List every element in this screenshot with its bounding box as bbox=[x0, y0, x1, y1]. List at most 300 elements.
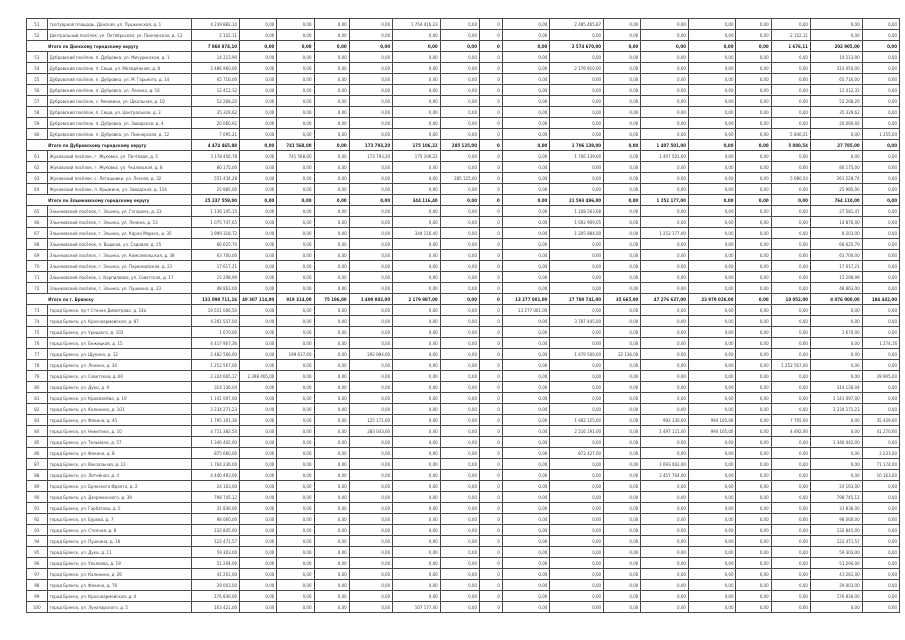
value-cell: 1 754 416,23 bbox=[393, 19, 441, 30]
table-row bbox=[27, 184, 900, 195]
value-cell: 0,00 bbox=[771, 217, 810, 228]
value-cell: 66 625,70 bbox=[192, 239, 240, 250]
value-cell: 0,00 bbox=[502, 118, 550, 129]
value-cell: 0,00 bbox=[314, 52, 349, 63]
value-cell: 0 bbox=[479, 393, 502, 404]
value-cell: 0 bbox=[479, 404, 502, 415]
value-cell: 0,00 bbox=[604, 184, 641, 195]
value-cell: 2 152,11 bbox=[192, 30, 240, 41]
value-cell: 0,00 bbox=[240, 415, 277, 426]
value-cell: 1 274,16 bbox=[862, 338, 899, 349]
table-row bbox=[27, 74, 900, 85]
value-cell: 0,00 bbox=[736, 404, 771, 415]
row-number-cell: 68 bbox=[27, 239, 48, 250]
row-number-cell: 96 bbox=[27, 558, 48, 569]
value-cell: 0,00 bbox=[550, 96, 604, 107]
value-cell: 0,00 bbox=[736, 140, 771, 151]
value-cell: 24 163,00 bbox=[810, 481, 862, 492]
value-cell: 0,00 bbox=[604, 360, 641, 371]
value-cell: 0,00 bbox=[349, 525, 392, 536]
value-cell: 0,00 bbox=[736, 217, 771, 228]
value-cell: 2 482 566,00 bbox=[192, 349, 240, 360]
value-cell: 0,00 bbox=[440, 74, 479, 85]
value-cell: 0,00 bbox=[688, 492, 736, 503]
value-cell: 0,00 bbox=[277, 129, 314, 140]
value-cell: 0,00 bbox=[502, 569, 550, 580]
value-cell: 0,00 bbox=[277, 492, 314, 503]
value-cell: 0,00 bbox=[502, 426, 550, 437]
value-cell: 0,00 bbox=[771, 349, 810, 360]
value-cell: 0,00 bbox=[736, 151, 771, 162]
value-cell: 202 905,00 bbox=[810, 41, 862, 52]
value-cell: 0,00 bbox=[736, 261, 771, 272]
value-cell: 0,00 bbox=[314, 228, 349, 239]
value-cell: 0,00 bbox=[277, 580, 314, 591]
value-cell: 0,00 bbox=[641, 404, 689, 415]
value-cell: 0,00 bbox=[393, 426, 441, 437]
value-cell: 0,00 bbox=[810, 151, 862, 162]
table-row bbox=[27, 327, 900, 338]
value-cell: 10 052,00 bbox=[771, 294, 810, 305]
value-cell: 0,00 bbox=[502, 514, 550, 525]
value-cell: 0,00 bbox=[393, 481, 441, 492]
value-cell: 0,00 bbox=[604, 129, 641, 140]
value-cell: 0,00 bbox=[349, 63, 392, 74]
table-row bbox=[27, 492, 900, 503]
value-cell: 0,00 bbox=[604, 404, 641, 415]
value-cell: 0 bbox=[479, 470, 502, 481]
value-cell: 994 105,00 bbox=[688, 415, 736, 426]
value-cell: 0,00 bbox=[771, 602, 810, 613]
value-cell: 0,00 bbox=[688, 525, 736, 536]
value-cell: 0,00 bbox=[641, 536, 689, 547]
value-cell: 0 bbox=[479, 602, 502, 613]
value-cell: 0,00 bbox=[502, 547, 550, 558]
value-cell: 0,00 bbox=[604, 426, 641, 437]
value-cell: 285 125,00 bbox=[440, 140, 479, 151]
value-cell: 1 479 500,00 bbox=[550, 349, 604, 360]
row-number-cell: 76 bbox=[27, 338, 48, 349]
value-cell: 0,00 bbox=[440, 536, 479, 547]
value-cell: 0,00 bbox=[240, 393, 277, 404]
value-cell: 0,00 bbox=[810, 338, 862, 349]
row-number-cell: 84 bbox=[27, 426, 48, 437]
value-cell: 0,00 bbox=[550, 272, 604, 283]
address-cell: город Брянск, ул. Калинина, д. 26 bbox=[47, 569, 192, 580]
table-row bbox=[27, 382, 900, 393]
value-cell: 0,00 bbox=[604, 547, 641, 558]
table-row bbox=[27, 547, 900, 558]
value-cell: 0,00 bbox=[393, 184, 441, 195]
value-cell: 15 298,99 bbox=[192, 272, 240, 283]
value-cell: 0,00 bbox=[314, 415, 349, 426]
value-cell: 0,00 bbox=[736, 129, 771, 140]
value-cell: 0,00 bbox=[314, 470, 349, 481]
value-cell: 992 130,00 bbox=[641, 415, 689, 426]
value-cell: 0,00 bbox=[604, 250, 641, 261]
value-cell: 0,00 bbox=[393, 569, 441, 580]
value-cell: 0,00 bbox=[771, 371, 810, 382]
value-cell: 0,00 bbox=[502, 470, 550, 481]
value-cell: 0,00 bbox=[440, 151, 479, 162]
value-cell: 0,00 bbox=[688, 63, 736, 74]
value-cell: 0,00 bbox=[349, 228, 392, 239]
value-cell: 0,00 bbox=[502, 261, 550, 272]
table-row bbox=[27, 316, 900, 327]
value-cell: 0 bbox=[479, 283, 502, 294]
value-cell: 0,00 bbox=[393, 547, 441, 558]
value-cell: 0,00 bbox=[277, 525, 314, 536]
value-cell: 29 003,00 bbox=[810, 580, 862, 591]
value-cell: 0,00 bbox=[862, 360, 899, 371]
address-cell: Дубровский посёлок, п. Дубровка, ул. Пионерская, д. 12 bbox=[47, 129, 192, 140]
value-cell: 0,00 bbox=[862, 19, 899, 30]
value-cell: 0,00 bbox=[736, 239, 771, 250]
value-cell: 0,00 bbox=[736, 580, 771, 591]
value-cell: 0,00 bbox=[771, 437, 810, 448]
value-cell: 0,00 bbox=[736, 107, 771, 118]
value-cell: 0,00 bbox=[349, 250, 392, 261]
value-cell: 0,00 bbox=[440, 52, 479, 63]
value-cell: 1 670,00 bbox=[810, 327, 862, 338]
value-cell: 0,00 bbox=[771, 569, 810, 580]
value-cell: 0,00 bbox=[277, 261, 314, 272]
value-cell: 0,00 bbox=[688, 261, 736, 272]
table-group-row bbox=[27, 140, 900, 151]
value-cell: 0,00 bbox=[440, 41, 479, 52]
value-cell: 176 836,00 bbox=[810, 591, 862, 602]
value-cell: 0,00 bbox=[393, 261, 441, 272]
value-cell: 0,00 bbox=[550, 85, 604, 96]
value-cell: 0,00 bbox=[314, 547, 349, 558]
value-cell: 0,00 bbox=[641, 569, 689, 580]
value-cell: 0,00 bbox=[862, 602, 899, 613]
value-cell: 0,00 bbox=[277, 503, 314, 514]
value-cell: 0,00 bbox=[277, 41, 314, 52]
value-cell: 0,00 bbox=[550, 558, 604, 569]
value-cell: 4 474 465,88 bbox=[192, 140, 240, 151]
value-cell: 0 bbox=[479, 217, 502, 228]
value-cell: 0,00 bbox=[393, 162, 441, 173]
value-cell: 0,00 bbox=[641, 85, 689, 96]
value-cell: 0,00 bbox=[440, 261, 479, 272]
value-cell: 0 bbox=[479, 228, 502, 239]
value-cell: 0,00 bbox=[240, 437, 277, 448]
value-cell: 3 234 271,23 bbox=[810, 404, 862, 415]
value-cell: 0,00 bbox=[314, 140, 349, 151]
address-cell: Жуковский посёлок, п. Крыжино, ул. Заводская, д. 114 bbox=[47, 184, 192, 195]
value-cell: 0,00 bbox=[604, 140, 641, 151]
value-cell: 0,00 bbox=[314, 360, 349, 371]
value-cell: 0,00 bbox=[550, 393, 604, 404]
value-cell: 0,00 bbox=[688, 514, 736, 525]
value-cell: 0,00 bbox=[604, 305, 641, 316]
value-cell: 0,00 bbox=[277, 85, 314, 96]
value-cell: 8 203,00 bbox=[810, 228, 862, 239]
address-cell: город Брянск, ул. Фокина, д. 8 bbox=[47, 448, 192, 459]
value-cell: 0,00 bbox=[604, 602, 641, 613]
value-cell: 0,00 bbox=[502, 371, 550, 382]
value-cell: 0,00 bbox=[604, 272, 641, 283]
address-cell: Дубровский посёлок, п. Дубровка, ул. М. Горького, д. 14 bbox=[47, 74, 192, 85]
value-cell: 0,00 bbox=[641, 316, 689, 327]
row-number-cell: 93 bbox=[27, 525, 48, 536]
value-cell: 0,00 bbox=[771, 250, 810, 261]
value-cell: 0,00 bbox=[736, 470, 771, 481]
value-cell: 1 252 177,00 bbox=[641, 195, 689, 206]
value-cell: 0 bbox=[479, 162, 502, 173]
value-cell: 0,00 bbox=[240, 305, 277, 316]
value-cell: 0 bbox=[479, 206, 502, 217]
value-cell: 0,00 bbox=[277, 96, 314, 107]
value-cell: 0,00 bbox=[736, 19, 771, 30]
value-cell: 0,00 bbox=[862, 437, 899, 448]
row-number-cell: 73 bbox=[27, 305, 48, 316]
value-cell: 175 106,22 bbox=[393, 140, 441, 151]
value-cell: 285 125,00 bbox=[440, 173, 479, 184]
value-cell: 0,00 bbox=[641, 118, 689, 129]
value-cell: 10 163,00 bbox=[862, 470, 899, 481]
value-cell: 0,00 bbox=[736, 349, 771, 360]
value-cell: 0,00 bbox=[688, 250, 736, 261]
value-cell: 0,00 bbox=[771, 580, 810, 591]
value-cell: 798 745,12 bbox=[810, 492, 862, 503]
value-cell: 0,00 bbox=[810, 448, 862, 459]
value-cell: 0,00 bbox=[393, 305, 441, 316]
value-cell: 0,00 bbox=[771, 261, 810, 272]
value-cell: 0,00 bbox=[604, 558, 641, 569]
value-cell: 23 979 026,00 bbox=[688, 294, 736, 305]
value-cell: 0,00 bbox=[314, 173, 349, 184]
value-cell: 1 075 747,65 bbox=[192, 217, 240, 228]
value-cell: 0,00 bbox=[240, 195, 277, 206]
value-cell: 0,00 bbox=[771, 481, 810, 492]
value-cell: 0,00 bbox=[240, 448, 277, 459]
value-cell: 0,00 bbox=[349, 327, 392, 338]
value-cell: 0,00 bbox=[277, 184, 314, 195]
address-cell: город Брянск, ул. Фокина, д. 45 bbox=[47, 415, 192, 426]
value-cell: 0,00 bbox=[641, 338, 689, 349]
value-cell: 0,00 bbox=[314, 492, 349, 503]
value-cell: 0,00 bbox=[771, 85, 810, 96]
address-cell: Злынковский посёлок, с. Карпиловка, ул. Советская, д. 17 bbox=[47, 272, 192, 283]
value-cell: 0,00 bbox=[502, 382, 550, 393]
value-cell: 0,00 bbox=[604, 415, 641, 426]
value-cell: 0,00 bbox=[240, 525, 277, 536]
table-row bbox=[27, 19, 900, 30]
value-cell: 0,00 bbox=[604, 74, 641, 85]
value-cell: 0,00 bbox=[440, 514, 479, 525]
value-cell: 0,00 bbox=[641, 602, 689, 613]
value-cell: 0,00 bbox=[393, 30, 441, 41]
value-cell: 314 136,04 bbox=[810, 382, 862, 393]
value-cell: 0,00 bbox=[641, 19, 689, 30]
address-cell: Злынковский посёлок, п. Вышков, ул. Садовая, д. 15 bbox=[47, 239, 192, 250]
value-cell: 59 303,00 bbox=[810, 547, 862, 558]
value-cell: 0,00 bbox=[240, 492, 277, 503]
address-cell: город Брянск, ул. Дзержинского, д. 39 bbox=[47, 492, 192, 503]
value-cell: 0,00 bbox=[604, 228, 641, 239]
value-cell: 20 060,92 bbox=[810, 118, 862, 129]
value-cell: 0,00 bbox=[736, 272, 771, 283]
address-cell: город Брянск, ул. Горбатова, д. 5 bbox=[47, 503, 192, 514]
row-number-cell bbox=[27, 195, 48, 206]
value-cell: 0,00 bbox=[440, 602, 479, 613]
value-cell: 0,00 bbox=[736, 162, 771, 173]
value-cell: 0,00 bbox=[736, 74, 771, 85]
value-cell: 0,00 bbox=[688, 591, 736, 602]
value-cell: 0 bbox=[479, 140, 502, 151]
value-cell: 0,00 bbox=[277, 404, 314, 415]
row-number-cell bbox=[27, 294, 48, 305]
value-cell: 0,00 bbox=[771, 525, 810, 536]
row-number-cell: 89 bbox=[27, 481, 48, 492]
row-number-cell: 65 bbox=[27, 206, 48, 217]
value-cell: 0,00 bbox=[641, 371, 689, 382]
address-cell: тротуарная площадь, Донская, ул. Пушкинская, д. 1 bbox=[47, 19, 192, 30]
value-cell: 0,00 bbox=[550, 382, 604, 393]
value-cell: 0,00 bbox=[688, 173, 736, 184]
value-cell: 3 178 456,78 bbox=[192, 151, 240, 162]
value-cell: 0,00 bbox=[440, 338, 479, 349]
value-cell: 0,00 bbox=[393, 459, 441, 470]
value-cell: 2 457 764,00 bbox=[641, 470, 689, 481]
value-cell: 0,00 bbox=[641, 261, 689, 272]
value-cell: 0,00 bbox=[349, 217, 392, 228]
value-cell: 0,00 bbox=[314, 206, 349, 217]
value-cell: 0,00 bbox=[277, 547, 314, 558]
value-cell: 0,00 bbox=[604, 492, 641, 503]
row-number-cell: 82 bbox=[27, 404, 48, 415]
value-cell: 0,00 bbox=[314, 184, 349, 195]
value-cell: 0,00 bbox=[550, 569, 604, 580]
address-cell: город Брянск, ул. Крахмалёва, д. 19 bbox=[47, 393, 192, 404]
value-cell: 0,00 bbox=[862, 173, 899, 184]
value-cell: 0,00 bbox=[736, 382, 771, 393]
value-cell: 0,00 bbox=[502, 602, 550, 613]
address-cell: город Брянск, ул. Тельмана, д. 57 bbox=[47, 437, 192, 448]
value-cell: 0,00 bbox=[641, 41, 689, 52]
value-cell: 0,00 bbox=[440, 459, 479, 470]
value-cell: 1 764 236,00 bbox=[192, 459, 240, 470]
row-number-cell: 90 bbox=[27, 492, 48, 503]
value-cell: 0,00 bbox=[349, 107, 392, 118]
table-row bbox=[27, 393, 900, 404]
address-cell: город Брянск, ул. Красноармейская, д. 87 bbox=[47, 316, 192, 327]
value-cell: 0,00 bbox=[810, 19, 862, 30]
row-number-cell: 71 bbox=[27, 272, 48, 283]
value-cell: 0,00 bbox=[277, 338, 314, 349]
value-cell: 13 277 001,00 bbox=[502, 305, 550, 316]
table-row bbox=[27, 481, 900, 492]
address-cell: город Брянск, пр-т Станке Димитрова, д. 14а bbox=[47, 305, 192, 316]
value-cell: 0,00 bbox=[604, 459, 641, 470]
value-cell: 0,00 bbox=[862, 492, 899, 503]
value-cell: 0,00 bbox=[277, 536, 314, 547]
value-cell: 0,00 bbox=[604, 195, 641, 206]
value-cell: 0,00 bbox=[862, 547, 899, 558]
value-cell: 0,00 bbox=[314, 250, 349, 261]
value-cell: 919 314,00 bbox=[277, 294, 314, 305]
value-cell: 0,00 bbox=[862, 140, 899, 151]
table-row bbox=[27, 52, 900, 63]
value-cell: 31 836,00 bbox=[810, 503, 862, 514]
value-cell: 0,00 bbox=[440, 239, 479, 250]
value-cell: 0,00 bbox=[393, 503, 441, 514]
value-cell: 0,00 bbox=[440, 283, 479, 294]
value-cell: 0,00 bbox=[550, 525, 604, 536]
value-cell: 0,00 bbox=[393, 360, 441, 371]
row-number-cell: 66 bbox=[27, 217, 48, 228]
value-cell: 0,00 bbox=[771, 591, 810, 602]
table-row bbox=[27, 437, 900, 448]
value-cell: 0,00 bbox=[641, 63, 689, 74]
row-number-cell: 53 bbox=[27, 52, 48, 63]
value-cell: 0 bbox=[479, 591, 502, 602]
value-cell: 0,00 bbox=[314, 481, 349, 492]
value-cell: 0,00 bbox=[641, 525, 689, 536]
value-cell: 0,00 bbox=[688, 382, 736, 393]
value-cell: 0,00 bbox=[550, 184, 604, 195]
value-cell: 0,00 bbox=[736, 316, 771, 327]
value-cell: 0,00 bbox=[393, 316, 441, 327]
value-cell: 0,00 bbox=[604, 96, 641, 107]
value-cell: 0,00 bbox=[314, 41, 349, 52]
value-cell: 0 bbox=[479, 580, 502, 591]
value-cell: 107 177,00 bbox=[393, 602, 441, 613]
value-cell: 0,00 bbox=[604, 239, 641, 250]
value-cell: 0,00 bbox=[641, 558, 689, 569]
value-cell: 5 080,54 bbox=[771, 173, 810, 184]
value-cell: 0,00 bbox=[862, 228, 899, 239]
value-cell: 0,00 bbox=[771, 206, 810, 217]
value-cell: 0,00 bbox=[440, 349, 479, 360]
value-cell: 0,00 bbox=[349, 404, 392, 415]
value-cell: 0,00 bbox=[393, 107, 441, 118]
value-cell: 0,00 bbox=[736, 492, 771, 503]
value-cell: 0,00 bbox=[862, 261, 899, 272]
address-cell: Дубровский посёлок, п. Сеща, ул. Молодёжная, д. 8 bbox=[47, 63, 192, 74]
address-cell: город Брянск, ул. Никитина, д. 10 bbox=[47, 426, 192, 437]
value-cell: 0 bbox=[479, 503, 502, 514]
value-cell: 0,00 bbox=[502, 580, 550, 591]
value-cell: 0 bbox=[479, 30, 502, 41]
table-row bbox=[27, 569, 900, 580]
value-cell: 0,00 bbox=[641, 30, 689, 41]
value-cell: 0,00 bbox=[393, 580, 441, 591]
value-cell: 0,00 bbox=[862, 217, 899, 228]
value-cell: 1 252 177,00 bbox=[641, 228, 689, 239]
row-number-cell: 100 bbox=[27, 602, 48, 613]
value-cell: 4 261 557,00 bbox=[192, 316, 240, 327]
value-cell: 0,00 bbox=[550, 52, 604, 63]
value-cell: 0,00 bbox=[277, 272, 314, 283]
value-cell: 0,00 bbox=[440, 228, 479, 239]
value-cell: 0,00 bbox=[502, 591, 550, 602]
value-cell: 0,00 bbox=[440, 316, 479, 327]
address-cell: город Брянск, ул. Ленина, д. 34 bbox=[47, 360, 192, 371]
table-row bbox=[27, 349, 900, 360]
value-cell: 0,00 bbox=[641, 283, 689, 294]
value-cell: 0 bbox=[479, 536, 502, 547]
address-cell: город Брянск, ул. Ульянова, д. 19 bbox=[47, 558, 192, 569]
value-cell: 0,00 bbox=[604, 371, 641, 382]
value-cell: 0,00 bbox=[440, 470, 479, 481]
value-cell: 0,00 bbox=[736, 448, 771, 459]
value-cell: 0,00 bbox=[240, 162, 277, 173]
value-cell: 0,00 bbox=[277, 481, 314, 492]
value-cell: 0,00 bbox=[240, 184, 277, 195]
